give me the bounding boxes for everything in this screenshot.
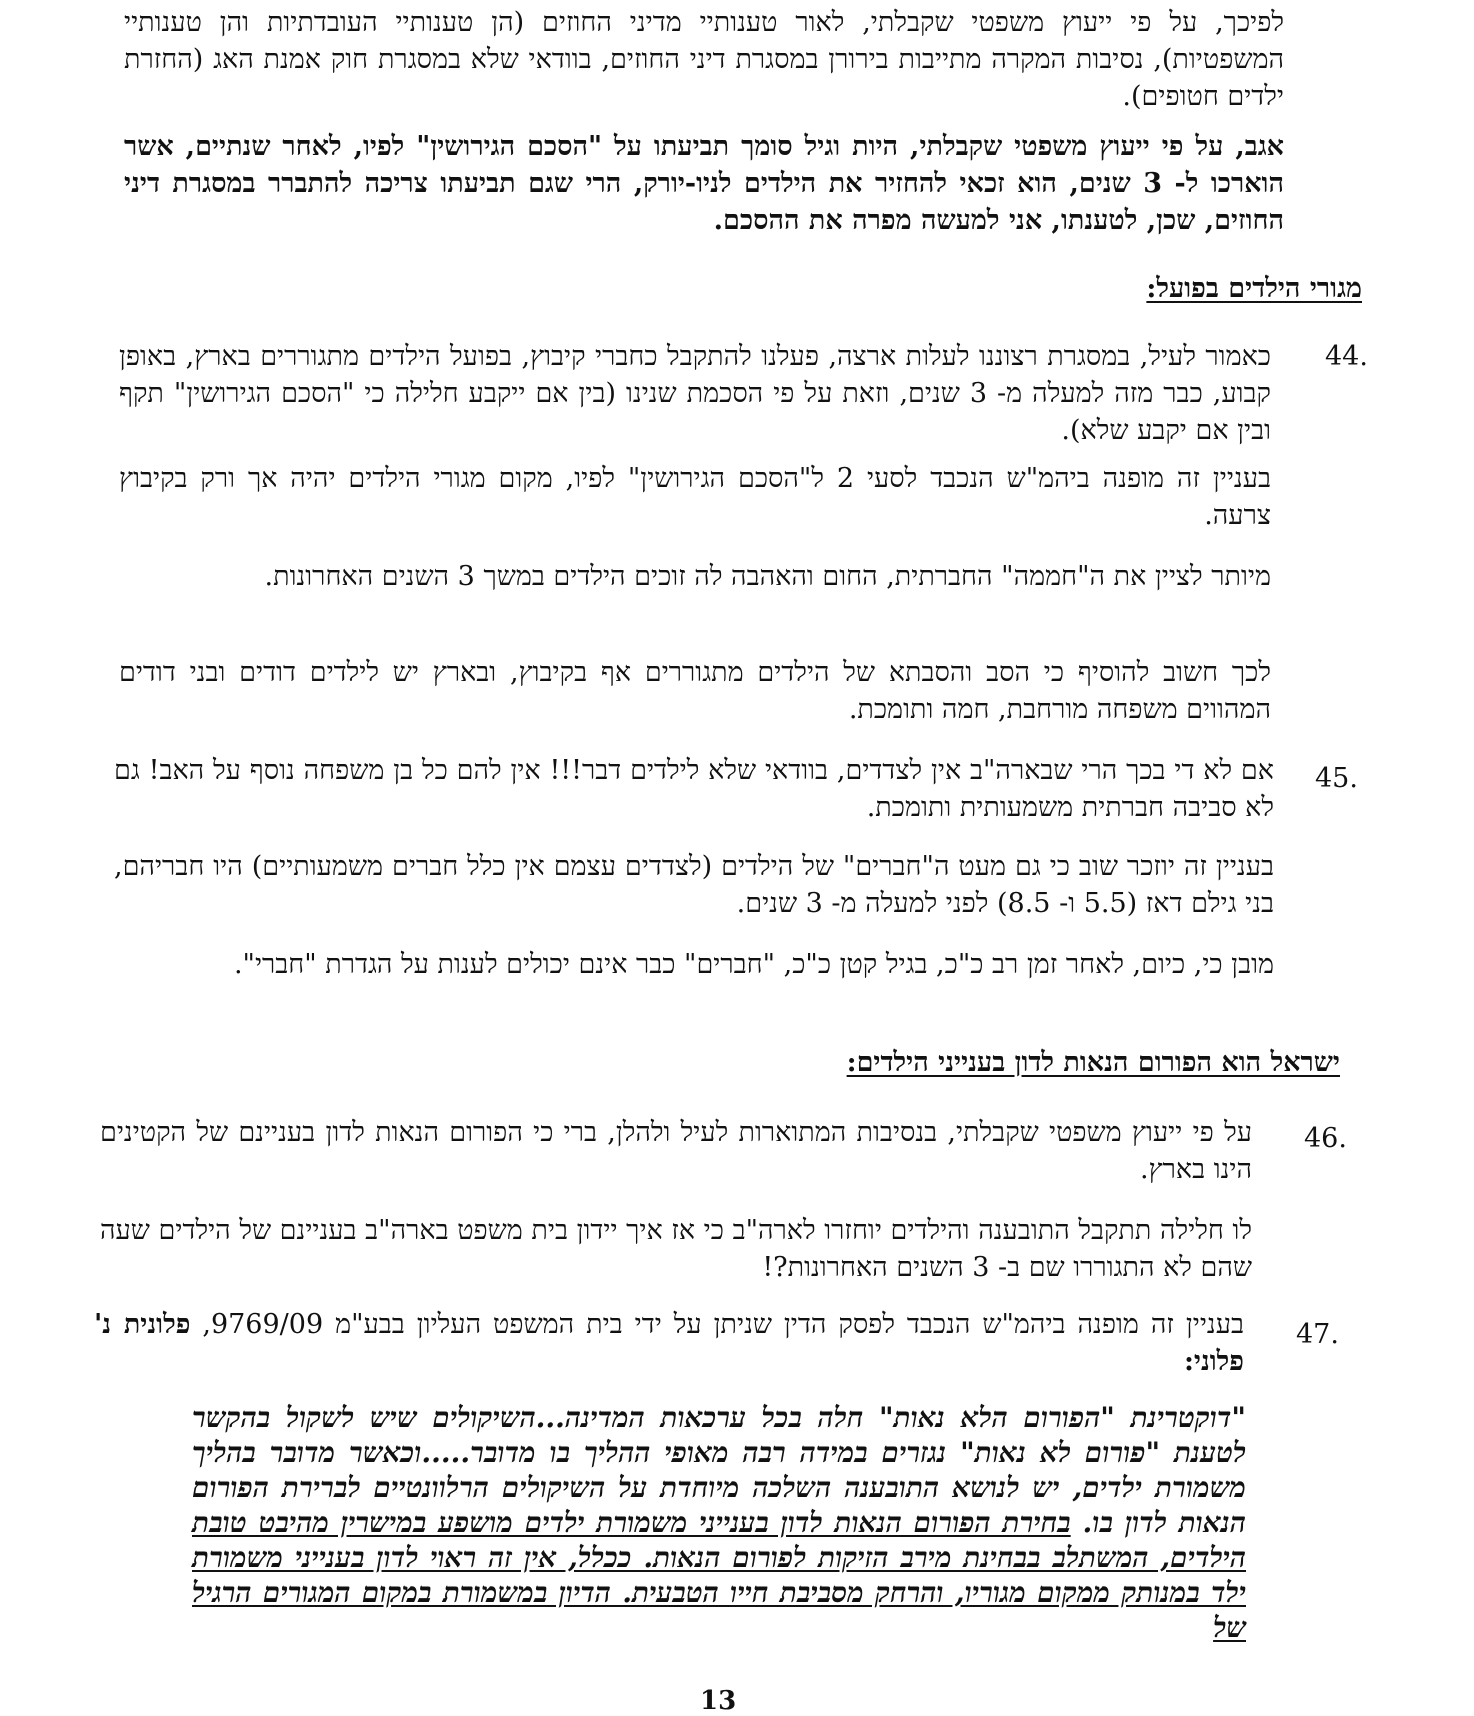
item-number-47: 47. — [1296, 1319, 1339, 1350]
intro-paragraph — [124, 4, 1284, 115]
item44-paragraph-4-text: לכך חשוב להוסיף כי הסב והסבתא של הילדים מתגוררים אף בקיבוץ, ובארץ יש לילדים דודים ובני דודים המהווים משפחה מורחבת, חמה ותומכת. — [119, 657, 1271, 725]
item44-paragraph-4 — [119, 654, 1271, 728]
item46-paragraph-2 — [100, 1212, 1252, 1286]
item45-paragraph-3-text: מובן כי, כיום, לאחר זמן רב כ"כ, בגיל קטן כ"כ, "חברים" כבר אינם יכולים לענות על הגדרת "חברי". — [233, 949, 1274, 980]
item44-paragraph-1 — [119, 338, 1271, 449]
item47-citation-text: בעניין זה מופנה ביהמ"ש הנכבד לפסק הדין שניתן על ידי בית המשפט העליון בבע"מ 9769/09, — [202, 1309, 1244, 1340]
item-number-45: 45. — [1315, 763, 1358, 794]
item45-paragraph-1 — [114, 752, 1274, 826]
item46-paragraph-1-text: על פי ייעוץ משפטי שקבלתי, בנסיבות המתוארות לעיל ולהלן, ברי כי הפורום הנאות לדון בעניינם של הקטינים הינו בארץ. — [100, 1117, 1252, 1185]
section-heading-children-residence: מגורי הילדים בפועל: — [1146, 273, 1362, 304]
item46-paragraph-1 — [100, 1114, 1252, 1188]
court-quote-plain: "דוקטרינת "הפורום הלא נאות" חלה בכל ערכאות המדינה...השיקולים שיש לשקול בהקשר לטענת "פורום לא נאות" נגזרים במידה רבה מאופי ההליך בו מדובר.....וכאשר מדובר בהליך משמורת ילדים, יש לנושא התובענה השלכה מיוחדת על השיקולים הרלוונטיים לברירת הפורום הנאות לדון בו. — [192, 1401, 1247, 1539]
intro-paragraph-text: לפיכך, על פי ייעוץ משפטי שקבלתי, לאור טענותיי מדיני החוזים (הן טענותיי העובדתיות והן טענותיי המשפטיות), נסיבות המקרה מתייבות בירורן במסגרת דיני החוזים, בוודאי שלא במסגרת חוק אמנת האג (החזרת ילדים חטופים). — [124, 7, 1284, 112]
item46-paragraph-2-text: לו חלילה תתקבל התובענה והילדים יוחזרו לארה"ב כי אז איך יידון בית משפט בארה"ב בעניינם של הילדים שעה שהם לא התגוררו שם ב- 3 השנים האחרונות?! — [100, 1215, 1252, 1283]
item44-paragraph-3 — [119, 558, 1271, 595]
bold-paragraph-text: אגב, על פי ייעוץ משפטי שקבלתי, היות וגיל סומך תביעתו על "הסכם הגירושין" לפיו, לאחר שנתיים, אשר הוארכו ל- 3 שנים, הוא זכאי להחזיר את הילדים לניו-יורק, הרי שגם תביעתו צריכה להתברר במסגרת דיני החוזים, שכן, לטענתו, אני למעשה מפרה את ההסכם. — [124, 131, 1284, 236]
item-number-44: 44. — [1325, 341, 1368, 372]
item44-paragraph-2 — [119, 460, 1271, 534]
item44-paragraph-1-text: כאמור לעיל, במסגרת רצוננו לעלות ארצה, פעלנו להתקבל כחברי קיבוץ, בפועל הילדים מתגוררים בארץ, באופן קבוע, כבר מזה למעלה מ- 3 שנים, וזאת על פי הסכמת שנינו (בין אם ייקבע חלילה כי "הסכם הגירושין" תקף ובין אם יקבע שלא). — [119, 341, 1271, 446]
court-quote — [192, 1400, 1246, 1645]
item-number-46: 46. — [1304, 1123, 1347, 1154]
item45-paragraph-2 — [114, 848, 1274, 922]
bold-paragraph — [124, 128, 1284, 239]
item45-paragraph-3 — [114, 946, 1274, 983]
item47-paragraph-1 — [94, 1306, 1244, 1380]
page-number: 13 — [700, 1686, 737, 1716]
item44-paragraph-3-text: מיותר לציין את ה"חממה" החברתית, החום והאהבה לה זוכים הילדים במשך 3 השנים האחרונות. — [264, 561, 1271, 592]
court-quote-underlined: בחירת הפורום הנאות לדון בענייני משמורת ילדים מושפע במישרין מהיבט טובת הילדים, המשתלב בבחינת מירב הזיקות לפורום הנאות. ככלל, אין זה ראוי לדון בענייני משמורת ילד במנותק ממקום מגוריו, והרחק מסביבת חייו הטבעית. הדיון במשמורת במקום המגורים הרגיל של — [192, 1506, 1246, 1644]
item44-paragraph-2-text: בעניין זה מופנה ביהמ"ש הנכבד לסעי 2 ל"הסכם הגירושין" לפיו, מקום מגורי הילדים יהיה אך ורק בקיבוץ צרעה. — [119, 463, 1271, 531]
item45-paragraph-2-text: בעניין זה יוזכר שוב כי גם מעט ה"חברים" של הילדים (לצדדים עצמם אין כלל חברים משמעותיים) היו חבריהם, בני גילם דאז (5.5 ו- 8.5) לפני למעלה מ- 3 שנים. — [114, 851, 1274, 919]
section-heading-proper-forum: ישראל הוא הפורום הנאות לדון בענייני הילדים: — [846, 1047, 1340, 1078]
item45-paragraph-1-text: אם לא די בכך הרי שבארה"ב אין לצדדים, בוודאי שלא לילדים דבר!!! אין להם כל בן משפחה נוסף על האב! גם לא סביבה חברתית משמעותית ותומכת. — [114, 755, 1274, 823]
item47-case-name: פלונית נ' פלוני: — [94, 1309, 1244, 1377]
